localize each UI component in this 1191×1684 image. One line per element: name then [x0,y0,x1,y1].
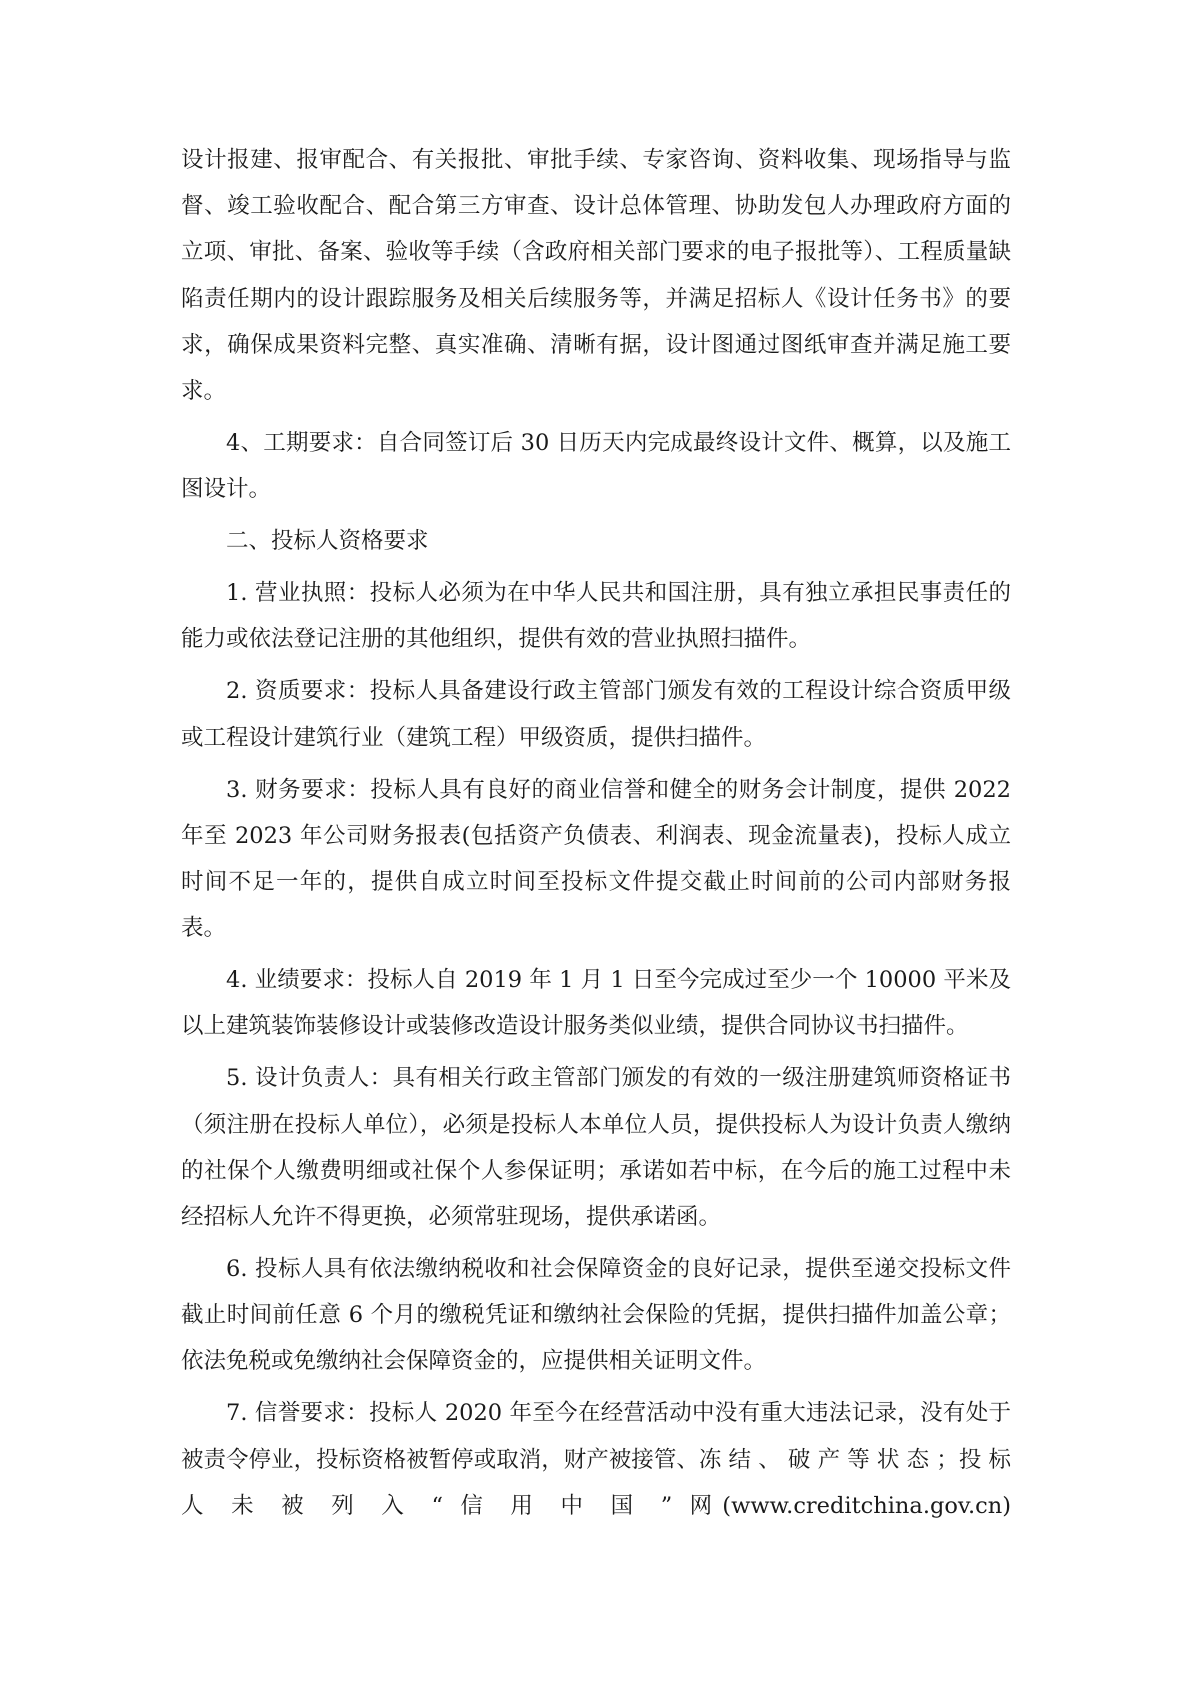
section-heading-bidder-qualifications: 二、投标人资格要求 [226,528,429,555]
paragraph-credit-requirement: 7. 信誉要求：投标人 2020 年至今在经营活动中没有重大违法记录，没有处于被责令停业，投标资格被暂停或取消，财产被接管、冻 结 、 破 产 等 状 态 ；投 标 人 未 被 列 入 “ 信 用 中 国 ” 网(www.creditchina.gov.cn) [181,1400,1011,1519]
paragraph-business-license: 1. 营业执照：投标人必须为在中华人民共和国注册，具有独立承担民事责任的能力或依法登记注册的其他组织，提供有效的营业执照扫描件。 [181,580,1011,653]
paragraph-tax-social-security: 6. 投标人具有依法缴纳税收和社会保障资金的良好记录，提供至递交投标文件截止时间前任意 6 个月的缴税凭证和缴纳社会保险的凭据，提供扫描件加盖公章；依法免税或免缴纳社会保障资金的，应提供相关证明文件。 [181,1256,1011,1375]
paragraph-qualification-requirement: 2. 资质要求：投标人具备建设行政主管部门颁发有效的工程设计综合资质甲级或工程设计建筑行业（建筑工程）甲级资质，提供扫描件。 [181,678,1011,751]
document-body [181,137,1011,1535]
paragraph-performance-requirement: 4. 业绩要求：投标人自 2019 年 1 月 1 日至今完成过至少一个 10000 平米及以上建筑装饰装修设计或装修改造设计服务类似业绩，提供合同协议书扫描件。 [181,967,1011,1040]
paragraph-schedule-requirement: 4、工期要求：自合同签订后 30 日历天内完成最终设计文件、概算，以及施工图设计。 [181,430,1011,503]
paragraph-financial-requirement: 3. 财务要求：投标人具有良好的商业信誉和健全的财务会计制度，提供 2022 年至 2023 年公司财务报表(包括资产负债表、利润表、现金流量表)，投标人成立时间不足一年的，提供自成立时间至投标文件提交截止时间前的公司内部财务报表。 [181,776,1011,942]
paragraph-design-lead: 5. 设计负责人：具有相关行政主管部门颁发的有效的一级注册建筑师资格证书（须注册在投标人单位），必须是投标人本单位人员，提供投标人为设计负责人缴纳的社保个人缴费明细或社保个人参保证明；承诺如若中标，在今后的施工过程中未经招标人允许不得更换，必须常驻现场，提供承诺函。 [181,1065,1011,1231]
paragraph-design-scope: 设计报建、报审配合、有关报批、审批手续、专家咨询、资料收集、现场指导与监督、竣工验收配合、配合第三方审查、设计总体管理、协助发包人办理政府方面的立项、审批、备案、验收等手续（含政府相关部门要求的电子报批等）、工程质量缺陷责任期内的设计跟踪服务及相关后续服务等，并满足招标人《设计任务书》的要求，确保成果资料完整、真实准确、清晰有据，设计图通过图纸审查并满足施工要求。 [181,147,1011,405]
